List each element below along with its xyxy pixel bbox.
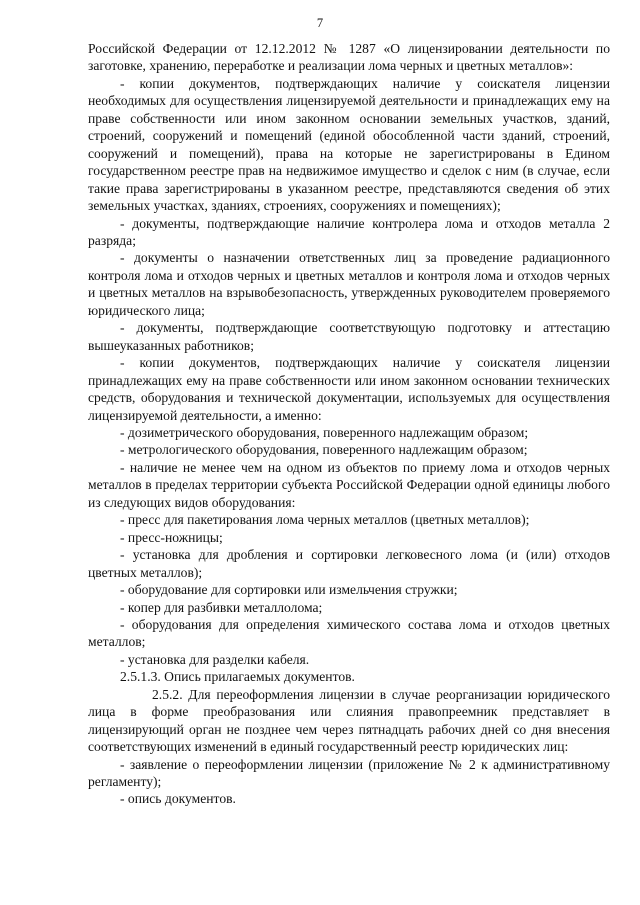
list-item: - документы, подтверждающие наличие контролера лома и отходов металла 2 разряда;: [88, 215, 610, 248]
section-heading: 2.5.1.3. Опись прилагаемых документов.: [120, 669, 355, 685]
list-item: - копер для разбивки металлолома;: [120, 599, 323, 615]
list-item: - копии документов, подтверждающих наличие у соискателя лицензии принадлежащих ему на праве собственности или ином законном основании технических средств, оборудования и технической документации, используемых для осуществления лицензируемой деятельности, а именно:: [88, 355, 610, 423]
document-body: [88, 40, 610, 808]
list-item: - пресс для пакетирования лома черных металлов (цветных металлов);: [120, 512, 530, 528]
section-paragraph: 2.5.2. Для переоформления лицензии в случае реорганизации юридического лица в форме преобразования или слияния правопреемник представляет в лицензирующий орган не позднее чем через пятнадцать рабочих дней со дня внесения соответствующих изменений в единый государственный реестр юридических лиц:: [88, 686, 610, 755]
list-item: - наличие не менее чем на одном из объектов по приему лома и отходов черных металлов в пределах территории субъекта Российской Федерации одной единицы любого из следующих видов оборудования:: [88, 459, 610, 510]
list-item: - метрологического оборудования, поверенного надлежащим образом;: [120, 442, 528, 458]
page-number: 7: [316, 16, 324, 30]
list-item: - дозиметрического оборудования, поверенного надлежащим образом;: [120, 424, 529, 440]
list-item: - установка для дробления и сортировки легковесного лома (и (или) отходов цветных металлов);: [88, 547, 610, 580]
paragraph: Российской Федерации от 12.12.2012 № 1287 «О лицензировании деятельности по заготовке, хранению, переработке и реализации лома черных и цветных металлов»:: [88, 41, 610, 74]
list-item: - опись документов.: [120, 791, 236, 807]
list-item: - документы о назначении ответственных лиц за проведение радиационного контроля лома и отходов черных и цветных металлов и контроля лома и отходов черных и цветных металлов на взрывобезопасность, утвержденных руководителем проверяемого юридического лица;: [88, 250, 610, 318]
list-item: - копии документов, подтверждающих наличие у соискателя лицензии необходимых для осуществления лицензируемой деятельности и принадлежащих ему на праве собственности или ином законном основании земельных участков, зданий, строений, сооружений и помещений (единой обособленной части зданий, строений, сооружений и помещений), права на которые не зарегистрированы в Едином государственном реестре прав на недвижимое имущество и сделок с ним (в случае, если такие права зарегистрированы в указанном реестре, представляются сведения об этих земельных участках, зданиях, строениях, сооружениях и помещениях);: [88, 75, 610, 214]
list-item: - оборудование для сортировки или измельчения стружки;: [120, 582, 458, 598]
list-item: - пресс-ножницы;: [120, 529, 223, 545]
list-item: - заявление о переоформлении лицензии (приложение № 2 к административному регламенту);: [88, 756, 610, 790]
list-item: - оборудования для определения химического состава лома и отходов цветных металлов;: [88, 616, 610, 650]
list-item: - установка для разделки кабеля.: [120, 651, 310, 667]
list-item: - документы, подтверждающие соответствующую подготовку и аттестацию вышеуказанных работников;: [88, 320, 610, 353]
